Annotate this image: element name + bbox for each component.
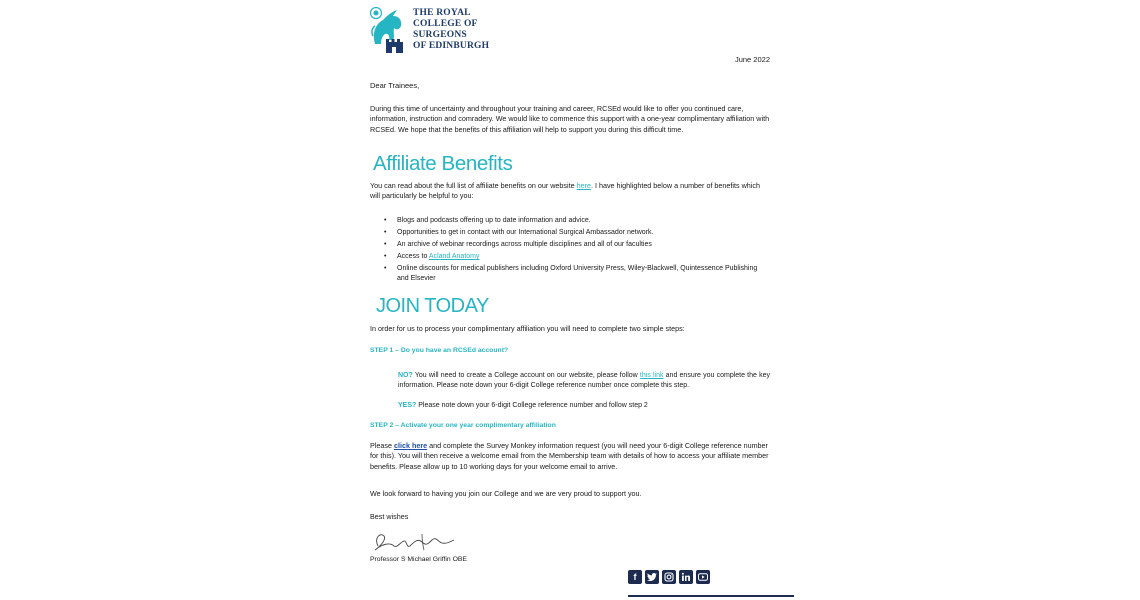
this-link-link[interactable]: this link [639,372,664,379]
step-2-prefix: Please [370,441,394,450]
logo-line: OF EDINBURGH [413,41,490,51]
step-1-yes-option [398,401,770,411]
social-links [628,570,710,584]
intro-paragraph: During this time of uncertainty and throughout your training and career, RCSEd would like to offer you continued care, information, instruction and comradery. We would like to commence this support with a one-year complimentary affiliation with RCSEd. We hope that the benefits of this affiliation will help to support you during this difficult time. [370,104,770,134]
no-label: NO? [398,372,413,379]
list-item: • Blogs and podcasts offering up to date information and advice. [384,216,770,226]
benefits-intro-text-end: . I have highlighted below a number of benefits which will particularly be helpful to you: [370,181,760,201]
logo-line: THE ROYAL [413,8,471,18]
step-1-no-option [398,371,770,391]
instagram-icon[interactable] [662,570,676,584]
letter-date: June 2022 [734,55,770,64]
join-intro-paragraph: In order for us to process your complimentary affiliation you will need to complete two simple steps: [370,324,685,333]
step-2-heading: STEP 2 – Activate your one year complimentary affiliation [370,422,556,429]
linkedin-icon[interactable] [679,570,693,584]
unicorn-crest-icon [369,6,407,54]
signer-name: Professor S Michael Griffin OBE [370,556,467,563]
list-item [384,252,770,262]
step-2-text: and complete the Survey Monkey information request (you will need your 6-digit College reference number for this). You will then receive a welcome email from the Membership team with details of how to access your affiliate member benefits. Please allow up to 10 working days for your welcome email to arrive. [370,441,769,471]
sign-off: Best wishes [370,512,409,521]
join-today-heading: JOIN TODAY [376,295,489,317]
youtube-icon[interactable] [696,570,710,584]
facebook-icon[interactable]: f [628,570,642,584]
click-here-link[interactable]: click here [393,441,428,450]
logo-line: COLLEGE OF [413,19,478,29]
list-item: • An archive of webinar recordings across multiple disciplines and all of our faculties [384,240,770,250]
footer-divider [628,595,794,597]
benefits-list [384,216,770,286]
benefits-here-link[interactable]: here [576,181,591,190]
yes-label: YES? [398,402,417,409]
rcsed-logo [369,6,499,56]
acland-prefix: Access to [397,253,429,261]
list-item: • Opportunities to get in contact with our International Surgical Ambassador network. [384,228,770,238]
affiliate-benefits-heading: Affiliate Benefits [373,152,513,175]
step-2-paragraph [370,441,770,472]
benefits-intro-paragraph [370,181,770,202]
logo-line: SURGEONS [413,30,467,40]
twitter-icon[interactable] [645,570,659,584]
logo-wordmark [413,8,489,52]
yes-text: Please note down your 6-digit College reference number and follow step 2 [416,402,648,409]
handwritten-signature [372,528,456,554]
no-text: You will need to create a College account on our website, please follow [412,372,640,379]
no-text-end: and ensure you complete the key information. Please note down your 6-digit College reference number once complete this step. [398,372,770,389]
benefits-intro-text: You can read about the full list of affiliate benefits on our website [370,181,577,190]
salutation: Dear Trainees, [370,81,420,90]
acland-anatomy-link[interactable]: Acland Anatomy [428,253,480,261]
list-item: • Online discounts for medical publishers including Oxford University Press, Wiley-Blackwell, Quintessence Publishing and Elsevier [384,264,770,283]
step-1-heading: STEP 1 – Do you have an RCSEd account? [370,347,509,354]
closing-paragraph: We look forward to having you join our College and we are very proud to support you. [370,489,642,498]
